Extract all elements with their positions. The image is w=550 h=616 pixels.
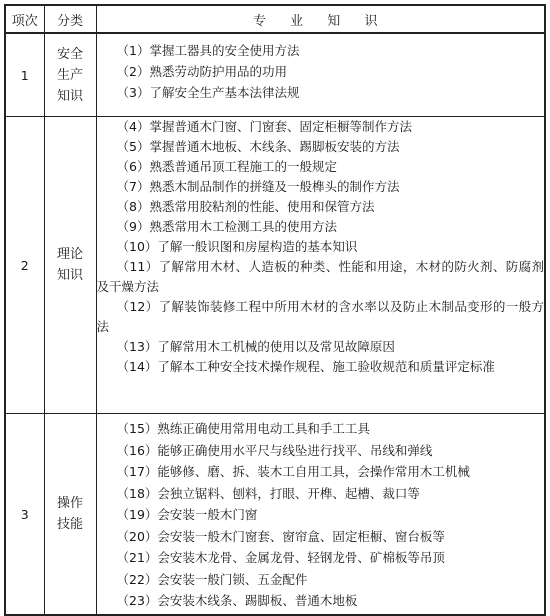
- category-line: 知识: [56, 268, 83, 283]
- list-item: （3）了解安全生产基本法律法规: [116, 85, 300, 100]
- table-row: [5, 33, 545, 117]
- list-item: （15）熟练正确使用常用电动工具和手工工具: [116, 421, 370, 436]
- list-item: （20）会安装一般木门窗套、窗帘盒、固定柜橱、窗台板等: [116, 528, 445, 544]
- category-line: 技能: [56, 517, 83, 532]
- table-header-row: [5, 5, 545, 33]
- list-item: （4）掌握普通木门窗、门窗套、固定柜橱等制作方法: [116, 119, 412, 134]
- list-item: （1）掌握工器具的安全使用方法: [116, 43, 300, 58]
- list-item: （18）会独立锯料、刨料，打眼、开榫、起槽、裁口等: [116, 485, 420, 501]
- knowledge-table: [4, 4, 546, 616]
- list-item: （14）了解本工种安全技术操作规程、施工验收规范和质量评定标准: [116, 359, 495, 374]
- category-line: 理论: [56, 247, 83, 262]
- category-line: 安全: [56, 46, 83, 62]
- row-number: 1: [5, 33, 44, 117]
- list-item: （13）了解常用木工机械的使用以及常见故障原因: [116, 339, 395, 354]
- row-number: 3: [5, 414, 44, 616]
- row-items: [96, 414, 545, 616]
- table-row: [5, 117, 545, 414]
- list-item: （22）会安装一般门锁、五金配件: [116, 571, 308, 587]
- list-item: （8）熟悉常用胶粘剂的性能、使用和保管方法: [116, 199, 375, 214]
- list-item: （16）能够正确使用水平尺与线坠进行找平、吊线和弹线: [116, 442, 433, 458]
- list-item: （11）了解常用木材、人造板的种类、性能和用途，木材的防火剂、防腐剂及干燥方法: [96, 259, 544, 294]
- list-item: （7）熟悉木制品制作的拼缝及一般榫头的制作方法: [116, 179, 400, 194]
- table-row: [5, 414, 545, 616]
- list-item: （6）熟悉普通吊顶工程施工的一般规定: [116, 159, 337, 174]
- list-item: （23）会安装木线条、踢脚板、普通木地板: [116, 593, 358, 608]
- list-item: （9）熟悉常用木工检测工具的使用方法: [116, 219, 337, 234]
- list-item: （5）掌握普通木地板、木线条、踢脚板安装的方法: [116, 139, 400, 154]
- list-item: （21）会安装木龙骨、金属龙骨、轻钢龙骨、矿棉板等吊顶: [116, 550, 445, 565]
- category-line: 操作: [56, 496, 83, 511]
- list-item: （10）了解一般识图和房屋构造的基本知识: [116, 239, 358, 254]
- header-knowledge: 专 业 知 识: [96, 5, 545, 33]
- list-item: （12）了解装饰装修工程中所用木材的含水率以及防止木制品变形的一般方法: [96, 299, 544, 334]
- list-item: （2）熟悉劳动防护用品的功用: [116, 64, 287, 79]
- row-number: 2: [5, 117, 44, 414]
- list-item: （19）会安装一般木门窗: [116, 507, 258, 522]
- header-number: 项次: [5, 5, 44, 33]
- list-item: （17）能够修、磨、拆、装木工自用工具，会操作常用木工机械: [116, 464, 470, 479]
- row-items: [96, 33, 545, 117]
- category-line: 知识: [56, 88, 83, 104]
- row-category: [44, 117, 96, 414]
- row-category: [44, 33, 96, 117]
- row-category: [44, 414, 96, 616]
- header-category: 分类: [44, 5, 96, 33]
- row-items: [96, 117, 545, 414]
- category-line: 生产: [56, 67, 83, 83]
